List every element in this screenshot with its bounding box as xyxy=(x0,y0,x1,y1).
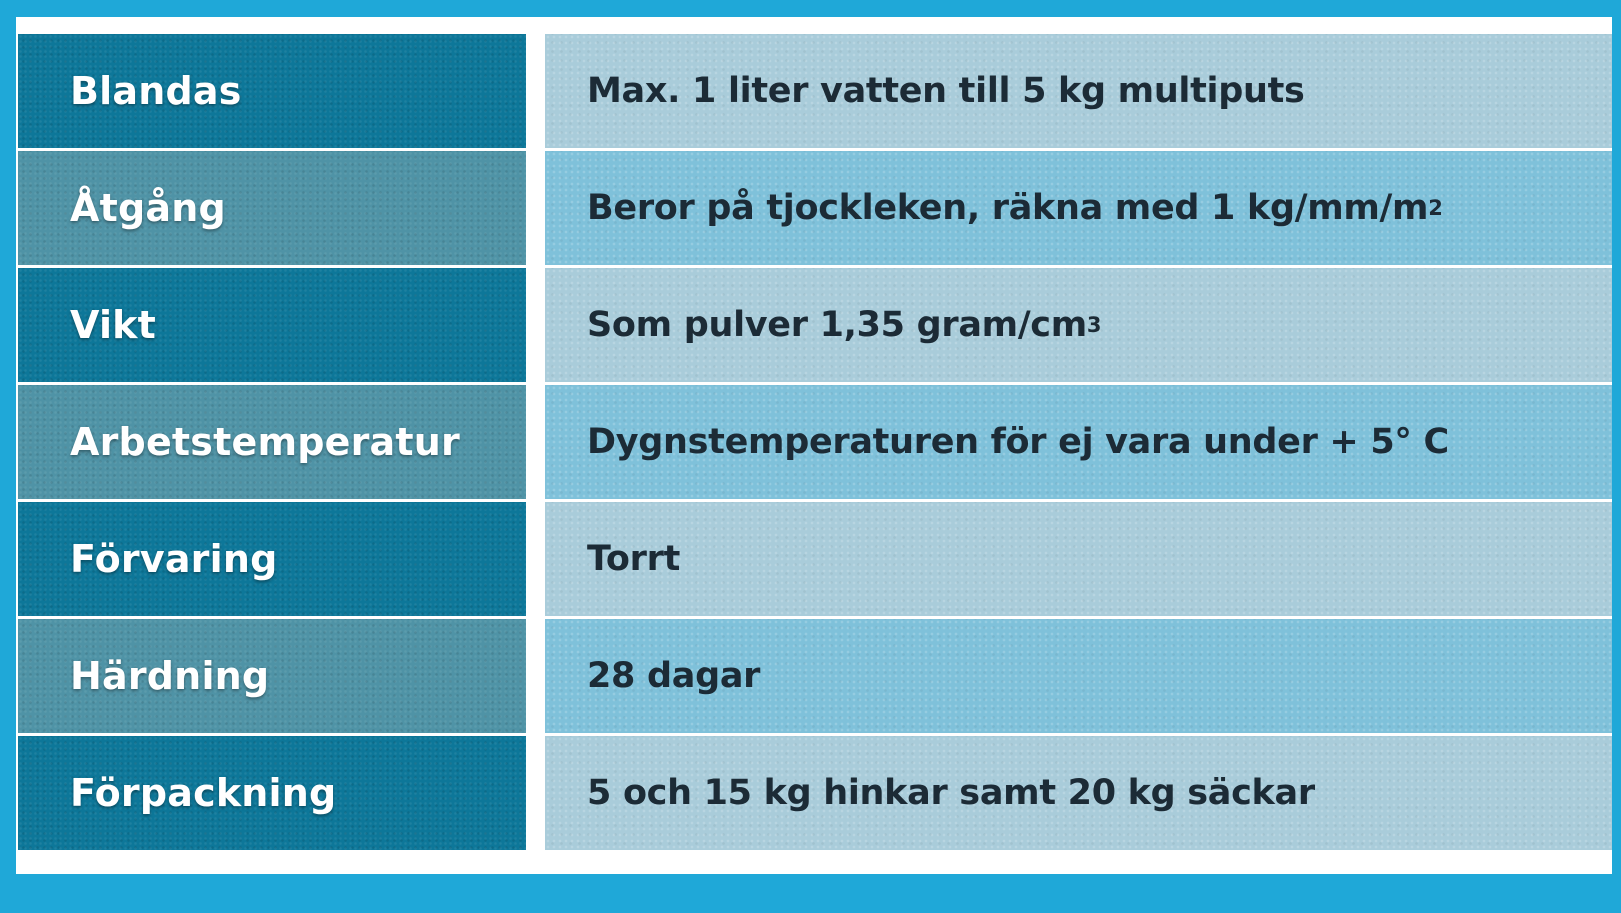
spec-row-vikt xyxy=(16,268,1612,382)
spec-label: Förpackning xyxy=(18,736,526,850)
spec-value-text: 5 och 15 kg hinkar samt 20 kg säckar xyxy=(587,773,1315,813)
spec-value-text: Beror på tjockleken, räkna med 1 kg/mm/m xyxy=(587,188,1429,228)
spec-value xyxy=(545,385,1612,499)
spec-row-forpackning xyxy=(16,736,1612,850)
spec-value-text: Som pulver 1,35 gram/cm xyxy=(587,305,1087,345)
spec-row-atgang xyxy=(16,151,1612,265)
spec-label: Arbetstemperatur xyxy=(18,385,526,499)
spec-value-text: Max. 1 liter vatten till 5 kg multiputs xyxy=(587,71,1305,111)
spec-value xyxy=(545,619,1612,733)
spec-value-text: Torrt xyxy=(587,539,681,579)
spec-label: Härdning xyxy=(18,619,526,733)
spec-value xyxy=(545,34,1612,148)
spec-row-hardning xyxy=(16,619,1612,733)
spec-row-forvaring xyxy=(16,502,1612,616)
spec-value-text: 28 dagar xyxy=(587,656,761,696)
spec-value: Som pulver 1,35 gram/cm 3 xyxy=(545,268,1612,382)
spec-label: Åtgång xyxy=(18,151,526,265)
spec-value: Beror på tjockleken, räkna med 1 kg/mm/m 2 xyxy=(545,151,1612,265)
spec-row-arbetstemperatur xyxy=(16,385,1612,499)
spec-value xyxy=(545,502,1612,616)
spec-value-text: Dygnstemperaturen för ej vara under + 5° C xyxy=(587,422,1449,462)
product-spec-table xyxy=(16,17,1612,874)
spec-label: Blandas xyxy=(18,34,526,148)
spec-row-blandas xyxy=(16,34,1612,148)
spec-value xyxy=(545,736,1612,850)
spec-label: Vikt xyxy=(18,268,526,382)
spec-label: Förvaring xyxy=(18,502,526,616)
